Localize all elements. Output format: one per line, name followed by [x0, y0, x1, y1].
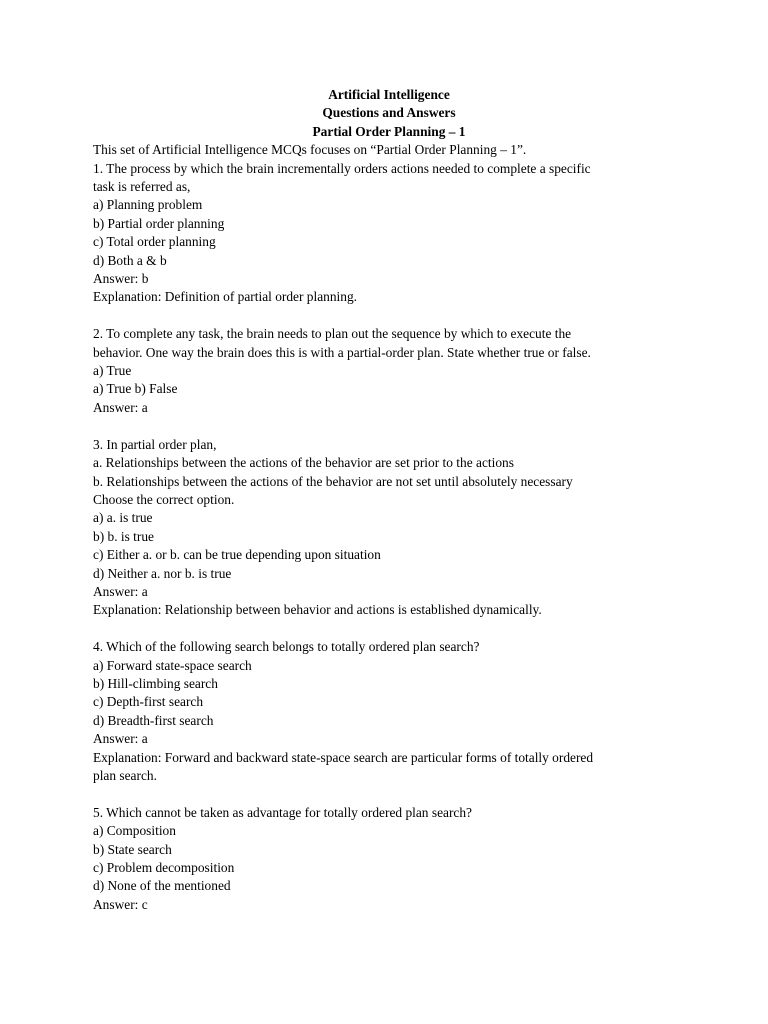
- option: b) State search: [93, 841, 172, 857]
- question-block-4: [93, 638, 713, 785]
- explanation: Explanation: Definition of partial order planning.: [93, 289, 358, 305]
- option: c) Depth-first search: [93, 694, 204, 710]
- question-text: behavior. One way the brain does this is with a partial-order plan. State whether true or false.: [93, 344, 591, 360]
- option: d) Breadth-first search: [93, 712, 214, 728]
- question-text: 4. Which of the following search belongs to totally ordered plan search?: [93, 639, 480, 655]
- intro-text: This set of Artificial Intelligence MCQs focuses on “Partial Order Planning – 1”.: [93, 142, 527, 158]
- spacer: [93, 307, 713, 325]
- option: a) Planning problem: [93, 197, 203, 213]
- question-text: 1. The process by which the brain incrementally orders actions needed to complete a specific: [93, 160, 591, 176]
- option: c) Problem decomposition: [93, 860, 235, 875]
- topic-line: Partial Order Planning – 1: [312, 123, 466, 139]
- document-title: [93, 86, 713, 141]
- answer: Answer: b: [93, 271, 149, 287]
- option: a) Composition: [93, 823, 176, 839]
- option: d) Neither a. nor b. is true: [93, 565, 232, 581]
- option: b) Hill-climbing search: [93, 675, 218, 691]
- question-block-1: [93, 160, 713, 307]
- answer: Answer: a: [93, 399, 148, 415]
- question-text: 3. In partial order plan,: [93, 436, 217, 452]
- answer: Answer: a: [93, 583, 148, 599]
- option: a) True b) False: [93, 381, 178, 397]
- title-line: Artificial Intelligence: [328, 87, 450, 102]
- option: b) Partial order planning: [93, 215, 225, 231]
- option: b) b. is true: [93, 528, 154, 544]
- document-page: [93, 86, 713, 914]
- answer: Answer: c: [93, 896, 148, 912]
- option: c) Total order planning: [93, 234, 216, 250]
- option: d) None of the mentioned: [93, 878, 231, 894]
- question-text: task is referred as,: [93, 179, 191, 195]
- question-text: 2. To complete any task, the brain needs to plan out the sequence by which to execute the: [93, 326, 572, 342]
- option: d) Both a & b: [93, 252, 167, 268]
- explanation: plan search.: [93, 767, 157, 783]
- question-text: 5. Which cannot be taken as advantage for totally ordered plan search?: [93, 804, 472, 820]
- option: a) a. is true: [93, 510, 153, 526]
- question-block-5: [93, 804, 713, 914]
- question-text: Choose the correct option.: [93, 491, 235, 507]
- explanation: Explanation: Forward and backward state-space search are particular forms of totally ordered: [93, 749, 594, 765]
- option: a) Forward state-space search: [93, 657, 252, 673]
- spacer: [93, 417, 713, 435]
- option: c) Either a. or b. can be true depending upon situation: [93, 547, 381, 563]
- question-block-2: [93, 325, 713, 417]
- question-block-3: [93, 436, 713, 620]
- question-text: a. Relationships between the actions of the behavior are set prior to the actions: [93, 455, 514, 471]
- question-text: b. Relationships between the actions of the behavior are not set until absolutely necessary: [93, 473, 573, 489]
- subtitle-line: Questions and Answers: [322, 105, 456, 121]
- spacer: [93, 620, 713, 638]
- answer: Answer: a: [93, 731, 148, 747]
- spacer: [93, 785, 713, 803]
- explanation: Explanation: Relationship between behavior and actions is established dynamically.: [93, 602, 542, 618]
- option: a) True: [93, 363, 132, 379]
